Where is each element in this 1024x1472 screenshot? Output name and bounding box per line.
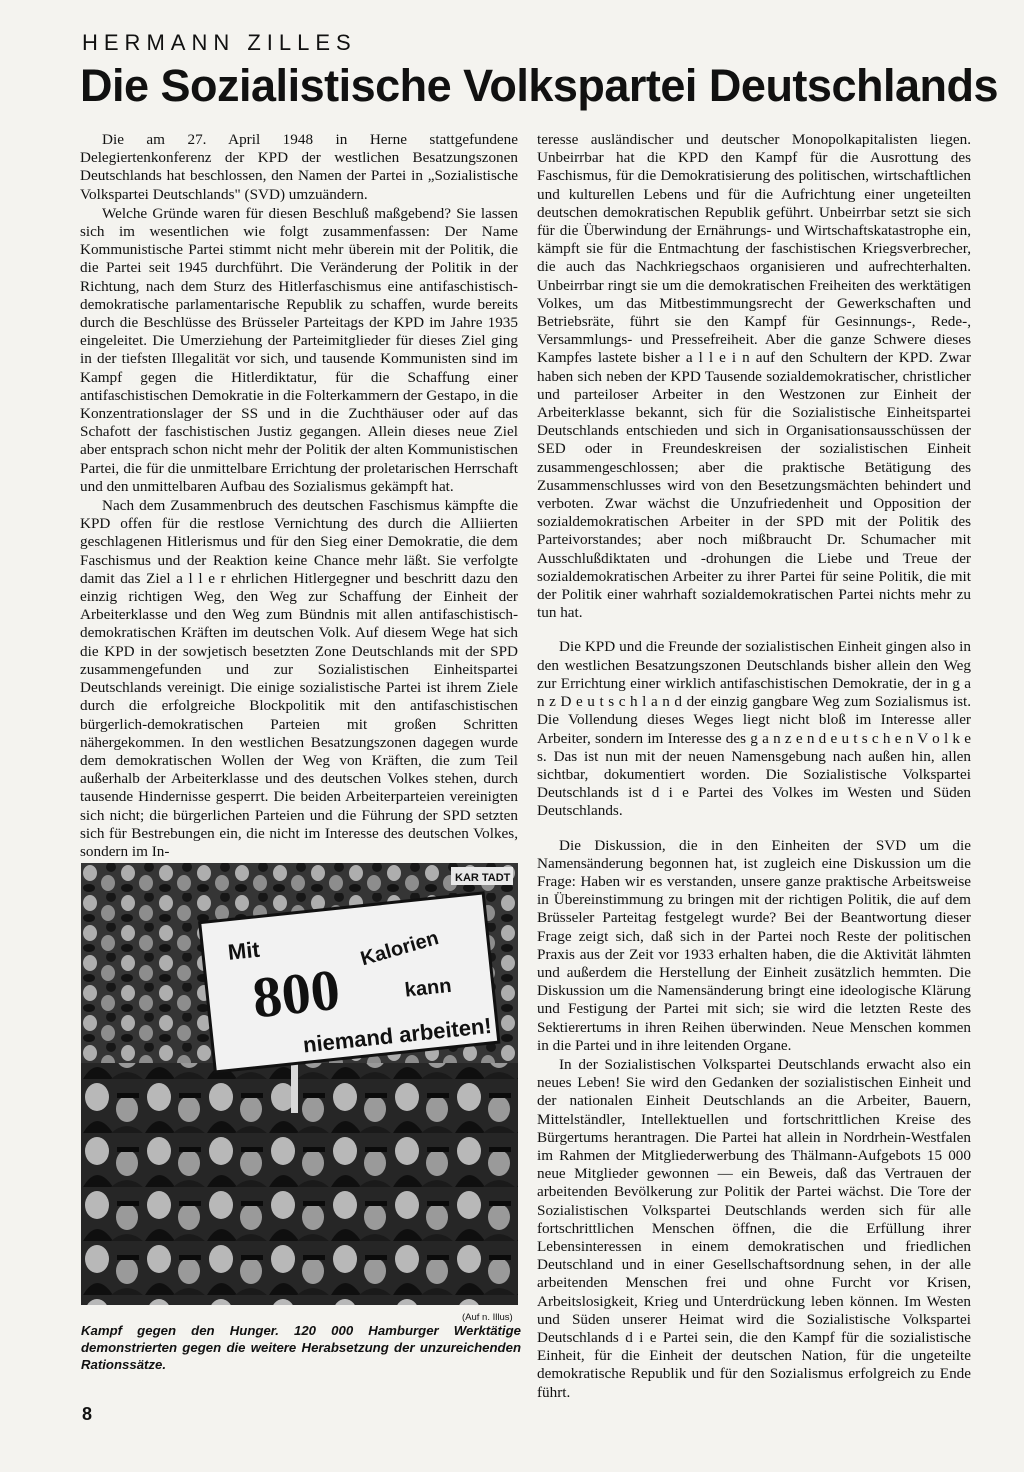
paragraph: Die Diskussion, die in den Einheiten der SVD um die Namensänderung begonnen hat, ist zugleich eine Diskussion um die Frage: Haben wir es verstanden, unsere ganze praktische Arbeitsweise in Übereinstimmung zu bringen mit der richtigen Politik, die auf dem Brüsseler Parteitag festgelegt wurde? Bei der Beantwortung dieser Frage zeigt sich, daß sich in der Partei noch Reste der politischen Praxis aus der Zeit vor 1933 erhalten haben, die die Aktivität lähmten und außerdem die Herstellung der Einheit zusätzlich hemmten. Die Diskussion um die Namensänderung bringt eine ideologische Klärung und Festigung der Partei mit sich; sie wird die letzten Reste des Sektierertums in ihren Reihen überwinden. Neue Menschen kommen in die Partei und in ihre leitenden Organe. [537,836,971,1054]
sign-text-800: 800 [249,956,343,1031]
paragraph: teresse ausländischer und deutscher Monopolkapitalisten liegen. Unbeirrbar hat die KPD den Kampf für die Ausrottung des Faschismus, für die Demokratisierung des politischen, wirtschaftlichen und kulturellen Lebens und für die Aufrichtung einer ungeteilten deutschen demokratischen Republik geführt. Unbeirrbar setzt sie sich für die Überwindung der Ernährungs- und Wirtschaftskatastrophe ein, kämpft sie für die Entmachtung der faschistischen Kriegsverbrecher, die auch das Nachkriegschaos organisieren und aufrechterhalten. Unbeirrbar ringt sie um die demokratischen Freiheiten des werktätigen Volkes, um das Mitbestimmungsrecht der Gewerkschaften und Betriebsräte, führt sie den Kampf für Gesinnungs-, Rede-, Versammlungs- und Pressefreiheit. Aber die ganze Schwere dieses Kampfes lastete bisher a l l e i n auf den Schultern der KPD. Zwar haben sich neben der KPD Tausende sozialdemokratischer, christlicher und parteiloser Arbeiter in den Westzonen zur Einheit der Arbeiterklasse bekannt, sich für die Sozialistische Einheitspartei Deutschlands entschieden und sich in Organisationsausschüssen der SED oder in Freundeskreisen der sozialistischen Einheit zusammengeschlossen; aber die praktische Betätigung des Zusammenschlusses wird von den Besetzungsmächten behindert und verboten. Zwar wächst die Unzufriedenheit und Opposition der sozialdemokratischen Arbeiter in der SPD mit der Politik des Parteivorstandes; aber noch mißbraucht Dr. Schumacher mit Ausschlußdiktaten und -drohungen die Liebe und Treue der sozialdemokratischen Arbeiter zu ihrer Partei für seine Politik, die mit der Politik einer wahrhaft sozialdemokratischen Partei nichts mehr zu tun hat. [537,131,971,622]
photo-credit: (Auf n. Illus) [462,1312,513,1323]
paragraph: Nach dem Zusammenbruch des deutschen Faschismus kämpfte die KPD offen für die restlose Vernichtung des durch die Alliierten geschlagenen Hitlerismus und für den Sieg einer Demokratie, die dem Faschismus und der Reaktion keine Chance mehr läßt. Sie verfolgte damit das Ziel a l l e r ehrlichen Hitlergegner und beschritt dazu den einzig richtigen Weg, den Weg zur Schaffung der Einheit der Arbeiterklasse und den Weg zum Bündnis mit allen antifaschistisch-demokratischen Kräften im deutschen Volk. Auf diesem Wege hat sich die KPD in der sowjetisch besetzten Zone Deutschlands mit der SPD zusammengefunden und zur Sozialistischen Einheitspartei Deutschlands vereinigt. Die einige sozialistische Partei ist ihrem Ziele durch die erfolgreiche Blockpolitik mit den antifaschistischen bürgerlich-demokratischen Parteien mit großen Schritten nähergekommen. In den westlichen Besatzungszonen dagegen wurde dem demokratischen Wollen der Weg von Kräften, die zum Teil außerhalb der Arbeiterklasse und des deutschen Volkes stehen, durch tausende Hindernisse gesperrt. Die beiden Arbeiterparteien vereinigten sich nicht; die bürgerlichen Parteien und die Führung der SPD setzten sich für Bestrebungen ein, die nicht im Interesse des deutschen Volkes, sondern im In- [80,497,518,860]
paragraph: Die KPD und die Freunde der sozialistischen Einheit gingen also in den westlichen Besatzungszonen Deutschlands bisher allein den Weg zur Errichtung einer wirklich antifaschistischen Demokratie, der in g a n z D e u t s c h l a n d der einzig gangbare Weg zum Sozialismus ist. Die Vollendung dieses Weges liegt nicht bloß im Interesse aller Arbeiter, sondern im Interesse des g a n z e n d e u t s c h e n V o l k e s. Das ist nun mit der neuen Namensgebung nach außen hin, allen sichtbar, dokumentiert worden. Die Sozialistische Volkspartei Deutschlands ist d i e Partei des Volkes im Westen und Süden Deutschlands. [537,638,971,820]
paragraph: Welche Gründe waren für diesen Beschluß maßgebend? Sie lassen sich im wesentlichen wie folgt zusammenfassen: Der Name Kommunistische Partei stimmt nicht mehr überein mit der Politik, die die Partei seit 1945 durchführt. Die Veränderung der Politik in der Richtung, nach dem Sturz des Hitlerfaschismus eine antifaschistisch-demokratische parlamentarische Republik zu schaffen, wurde bereits durch die Beschlüsse des Brüsseler Parteitags der KPD im Jahre 1935 eingeleitet. Die Umerziehung der Parteimitglieder für dieses Ziel ging in der tiefsten Illegalität vor sich, und tausende Kommunisten sind im Kampf gegen die Hitlerdiktatur, für die Schaffung einer antifaschistischen Demokratie in die Folterkammern der Gestapo, in die Konzentrationslager der SS und in die Zuchthäuser oder auf das Schafott der faschistischen Justiz gegangen. Allein dieses neue Ziel aber entsprach schon nicht mehr der Politik der alten Kommunistischen Partei, die für die unmittelbare Errichtung der proletarischen Herrschaft und den unmittelbaren Aufbau des Sozialismus gekämpft hat. [80,204,518,495]
text-column-right [537,131,971,1401]
text-column-left [80,131,518,860]
crowd-photo-graphic [81,863,518,1305]
protest-photo [81,863,518,1305]
corner-sign-text: KAR TADT [455,872,511,884]
author-name: HERMANN ZILLES [82,30,357,55]
photo-caption: Kampf gegen den Hunger. 120 000 Hamburger Werktätige demonstrierten gegen die weitere Herabsetzung der unzureichenden Rationssätze. [81,1323,521,1372]
sign-text-niemand: niemand arbeiten! [301,1012,493,1058]
paragraph: Die am 27. April 1948 in Herne stattgefundene Delegiertenkonferenz der KPD der westlichen Besatzungszonen Deutschlands hat beschlossen, den Namen der Partei in „Sozialistische Volkspartei Deutschlands" (SVD) umzuändern. [80,131,518,203]
sign-text-kann: kann [403,974,453,1002]
page-number: 8 [82,1404,93,1424]
sign-text-kalorien: Kalorien [358,927,442,971]
sign-text-mit: Mit [226,936,261,965]
paragraph: In der Sozialistischen Volkspartei Deutschlands erwacht also ein neues Leben! Sie wird den Gedanken der sozialistischen Einheit und der nationalen Einheit Deutschlands an die Arbeiter, Bauern, Mittelständler, Intellektuellen und fortschrittlichen Kreise des Bürgertums herantragen. Die Partei hat allein in Nordrhein-Westfalen im Rahmen der Mitgliederwerbung des Thälmann-Aufgebots 15 000 neue Mitglieder gewonnen — ein Beweis, daß das Vertrauen der arbeitenden Bevölkerung zur Politik der Partei wächst. Die Tore der Sozialistischen Volkspartei Deutschlands werden sich für alle fortschrittlichen Menschen öffnen, die die Erfüllung ihrer Lebensinteressen in einem demokratischen und friedlichen Deutschland und in einer Gesellschaftsordnung sehen, in der alle arbeitenden Menschen frei und ohne Furcht vor Krisen, Arbeitslosigkeit, Krieg und Unterdrückung leben können. Im Westen und Süden unserer Heimat wird die Sozialistische Volkspartei Deutschlands d i e Partei sein, die den Kampf für die sozialistische Einheit, für die Einheit der deutschen Nation, für die ungeteilte demokratische Republik und für den Sozialismus erfolgreich zu Ende führt. [537,1055,971,1401]
article-title: Die Sozialistische Volkspartei Deutschlands [80,60,998,111]
